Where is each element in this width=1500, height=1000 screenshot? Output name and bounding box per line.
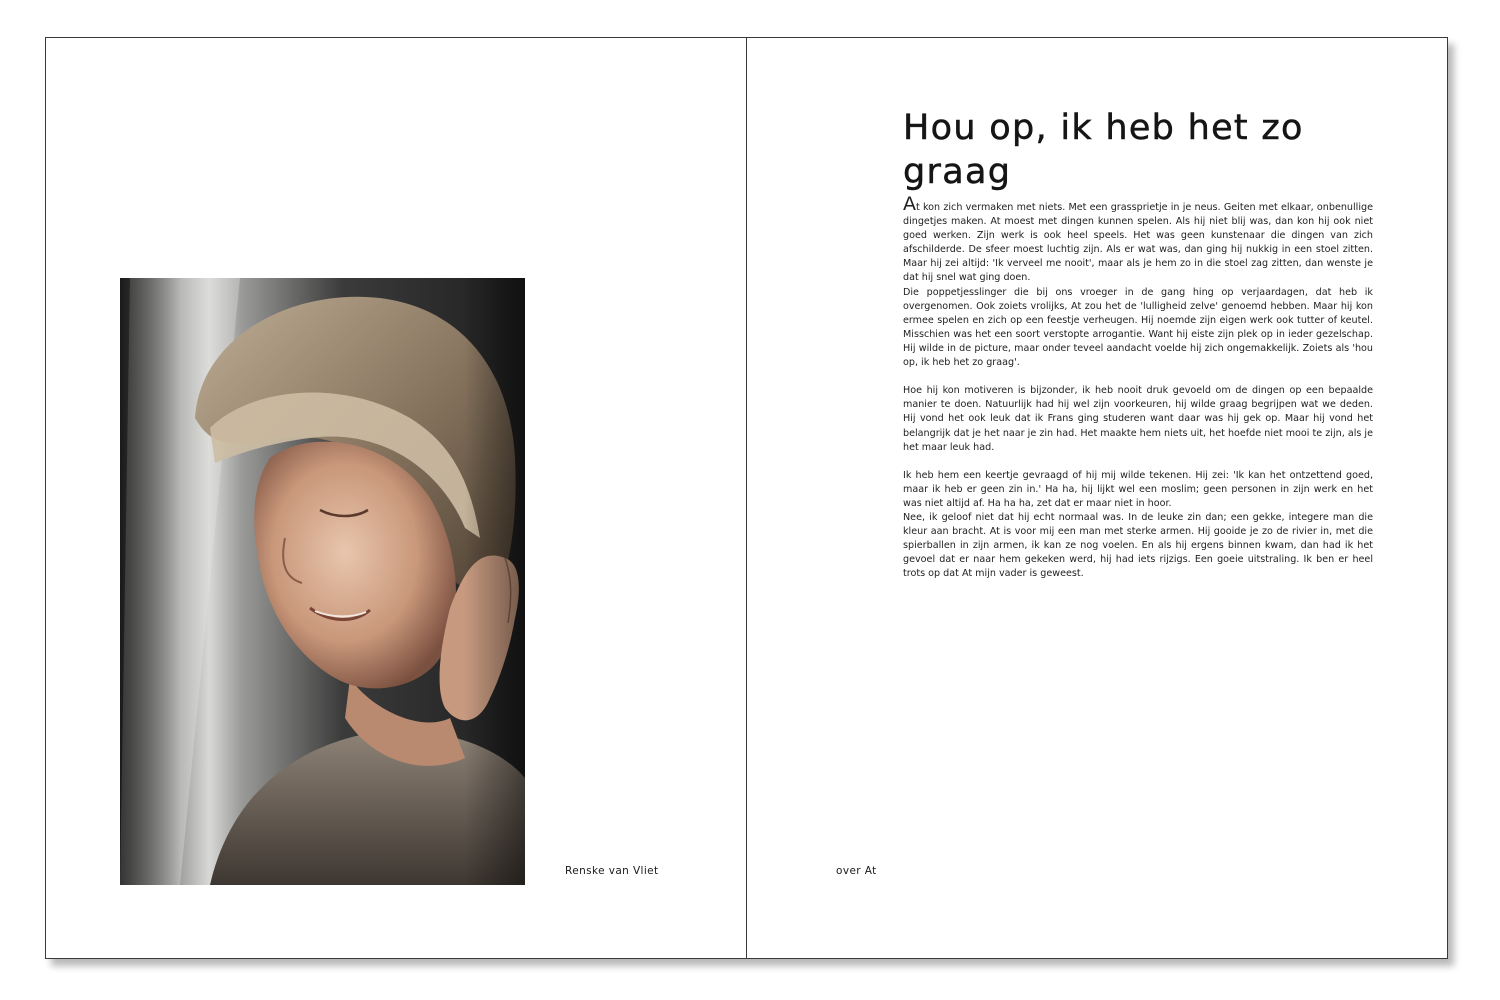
body-paragraph bbox=[903, 193, 1373, 370]
portrait-photo bbox=[120, 278, 525, 885]
body-paragraph bbox=[903, 469, 1373, 582]
body-paragraph bbox=[903, 384, 1373, 454]
article-title: Hou op, ik heb het zo graag bbox=[903, 108, 1304, 192]
book-spread bbox=[45, 37, 1448, 959]
initial-letter: A bbox=[903, 193, 916, 215]
page-gutter bbox=[746, 38, 747, 958]
paragraph-line: Hoe hij kon motiveren is bijzonder, ik heb nooit druk gevoeld om de dingen op een bepaalde manier te doen. Natuurlijk had hij wel zijn voorkeuren, hij wilde graag begrijpen wat we deden. Hij vond het ook leuk dat ik Frans ging studeren want daar was hij gek op. Maar hij vond het belangrijk dat je het naar je zin had. Het maakte hem niets uit, het hoefde niet mooi te zijn, als je het maar leuk had. bbox=[903, 385, 1373, 453]
paragraph-line: Nee, ik geloof niet dat hij echt normaal was. In de leuke zin dan; een gekke, integere man die kleur aan bracht. At is voor mij een man met sterke armen. Hij gooide je zo de rivier in, met die spierballen in zijn armen, ik kan ze nog voelen. En als hij ergens binnen kwam, dan had ik het gevoel dat er naar hem gekeken werd, hij had iets rijzigs. Een goeie uitstraling. Ik ben er heel trots op dat At mijn vader is geweest. bbox=[903, 512, 1373, 580]
photo-caption: Renske van Vliet bbox=[565, 865, 659, 877]
article-body bbox=[903, 193, 1373, 596]
paragraph-line: Die poppetjesslinger die bij ons vroeger in de gang hing op verjaardagen, dat heb ik overgenomen. Ook zoiets vrolijks, At zou het de 'lulligheid zelve' genoemd hebben. Maar hij kon ermee spelen en zich op een feestje verheugen. Hij noemde zijn eigen werk ook tutter of keutel. Misschien was het een soort verstopte arrogantie. Want hij eiste zijn plek op in ieder gezelschap. Hij wilde in de picture, maar onder teveel aandacht voelde hij zich ongemakkelijk. Zoiets als 'hou op, ik heb het zo graag'. bbox=[903, 286, 1373, 369]
paragraph-text: t kon zich vermaken met niets. Met een grassprietje in je neus. Geiten met elkaar, onbenullige dingetjes maken. At moest met dingen kunnen spelen. Als hij niet blij was, dan kon hij ook niet goed werken. Zijn werk is ook heel speels. Het was geen kunstenaar die dingen van zich afschilderde. De sfeer moest luchtig zijn. Als er wat was, dan ging hij nukkig in een stoel zitten. Maar hij zei altijd: 'Ik verveel me nooit', maar als je hem zo in die stoel zag zitten, dan wenste je dat hij snel wat ging doen. bbox=[903, 202, 1373, 284]
paragraph-line bbox=[903, 193, 1373, 286]
page-footer: over At bbox=[836, 865, 877, 877]
paragraph-line: Ik heb hem een keertje gevraagd of hij mij wilde tekenen. Hij zei: 'Ik kan het ontzettend goed, maar ik heb er geen zin in.' Ha ha, hij lijkt wel een moslim; geen personen in zijn werk en het was niet altijd af. Ha ha ha, zet dat er maar niet in hoor. bbox=[903, 469, 1373, 509]
